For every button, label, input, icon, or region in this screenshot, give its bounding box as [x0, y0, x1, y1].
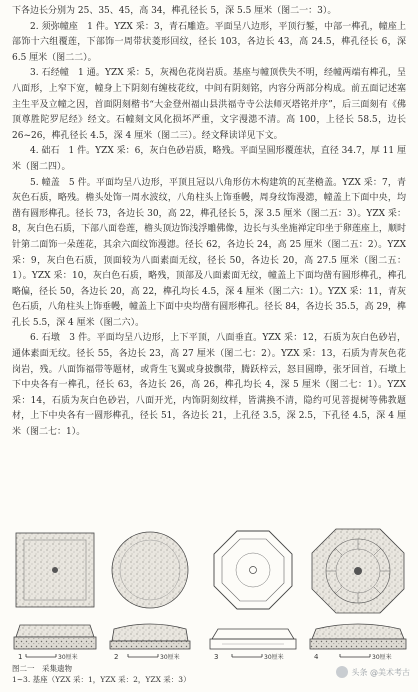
artifact-drawings: [10, 525, 408, 665]
scale-bar-1: 30厘米: [58, 654, 78, 661]
scale-bar-3: 30厘米: [264, 654, 284, 661]
report-body: [12, 4, 406, 441]
figure-number-2: 2: [114, 653, 119, 661]
paragraph: 下各边长分别为 25、35、45，高 34，榫孔径长 5，深 5.5 厘米（图二一：3）。: [12, 6, 337, 16]
paragraph: 3. 石经幢 1 通。YZX 采：5，灰褐色花岗岩质。基座与幢顶佚失不明，经幢两端有榫孔，呈八面形，上窄下宽，幢身上下阴刻有缠枝花纹，中间有阴刻铭，内容分两部分构成。前五面记述塞主生平及立幢之因，首面阴刻楷书“大金登州福山县洪福寺寺公法师灭塔铭并序”，后三面刻有《佛顶尊胜陀罗尼经》经文。石幢刻文风化损坏严重，文字漫漶不清。高 100，上径长 58.5，边长 26~26，榫孔径长 4.5，深 4 厘米（图二三）。经文释读详见下文。: [12, 68, 406, 141]
artifact-figure: [10, 525, 408, 665]
scale-bar-2: 30厘米: [160, 654, 180, 661]
figure-number-1: 1: [18, 653, 23, 661]
caption-detail: 1~3. 基座（YZX 采：1，YZX 采：2，YZX 采：3）: [12, 675, 191, 684]
artifact-4-drawing: [310, 529, 406, 661]
watermark-logo-icon: [336, 666, 348, 678]
paragraph: 4. 础石 1 件。YZX 采：6，灰白色砂岩质，略残。平面呈圆形覆莲状，直径 34.7，厚 11 厘米（图二四）。: [12, 146, 406, 172]
figure-number-4: 4: [314, 653, 319, 661]
caption-title: 图二一 采集遗物: [12, 664, 72, 673]
paragraph: 2. 须弥幢座 1 件。YZX 采：3，青石雕造。平面呈八边形，平顶行錾，中部一榫孔，幢座上部饰十六组覆莲，下部饰一周带状菱形回纹，径长 103，各边长 43，高 24.5，榫孔径长 6，深 6.5 厘米（图二二）。: [12, 21, 406, 63]
paragraph: 6. 石墩 3 件。平面均呈八边形，上下平顶，八面垂直。YZX 采：12，石质为灰白色砂岩，通体素面无纹。径长 55，各边长 23，高 27 厘米（图二七：2）。YZX 采：13，石质为青灰色花岗岩，残。八面饰福带等题材，或背生飞翼或身披飘带，腾跃梓云，怒目圆睁，张牙回首，石墩上下中央各有一榫孔，径长 63，各边长 26，高 26，榫孔均长 4，深 5 厘米（图二七：1）。YZX 采：14，石质为灰白色砂岩，八面开光，内饰阴刻纹样，皆满换不清，隐约可见菩提树等佛教题材，上下中央各有一圆形榫孔，径长 51，各边长 21，上孔径 3.5，深 2.5，下孔径 4.5，深 4 厘米（图二七：1）。: [12, 333, 406, 438]
figure-caption: [12, 663, 272, 685]
paragraph: 5. 幢盖 5 件。平面均呈八边形，平顶且冠以八角形仿木构建筑的瓦垄檐盖。YZX 采：7，青灰色石质，略残。檐头处饰一周水波纹，八角柱头上饰垂幔，周身纹饰漫漶，幢盖上下面中央，均凿有圆形榫孔。径长 73，各边长 30，高 22，榫孔径长 5，深 3.5 厘米（图二五：3）。YZX 采：8，灰白色石质，下部八面卷莲，檐头顶边饰浅浮雕佛像，边长与头坐施禅定印坐于卵莲座上，顺时针第二面饰一朵莲花，其余六面纹饰漫漶。径长 62，各边长 24，高 25 厘米（图二五：2）。YZX 采：9，灰白色石质，顶面较为八面素面无纹，径长 50，各边长 20，高 27.5 厘米（图二五：1）。YZX 采：10，灰白色石质，略残，顶部及八面素面无纹，幢盖上下面均凿有圆形榫孔，榫孔略偏，径长 50，各边长 20，高 22，榫孔均长 4.5，深 4 厘米（图二六：1）。YZX 采：11，青灰色石质，八角柱头上饰垂幔，幢盖上下面中央均凿有圆形榫孔。径长 84，各边长 35.5，高 29，榫孔长 5.5，深 4 厘米（图二六）。: [12, 177, 406, 328]
source-watermark: [336, 666, 410, 678]
artifact-2-drawing: [110, 532, 190, 661]
scale-bar-4: 30厘米: [372, 654, 392, 661]
artifact-3-drawing: [210, 531, 296, 661]
artifact-1-drawing: [14, 533, 96, 661]
figure-number-3: 3: [214, 653, 219, 661]
watermark-text: 头条 @美术考古: [351, 667, 410, 677]
